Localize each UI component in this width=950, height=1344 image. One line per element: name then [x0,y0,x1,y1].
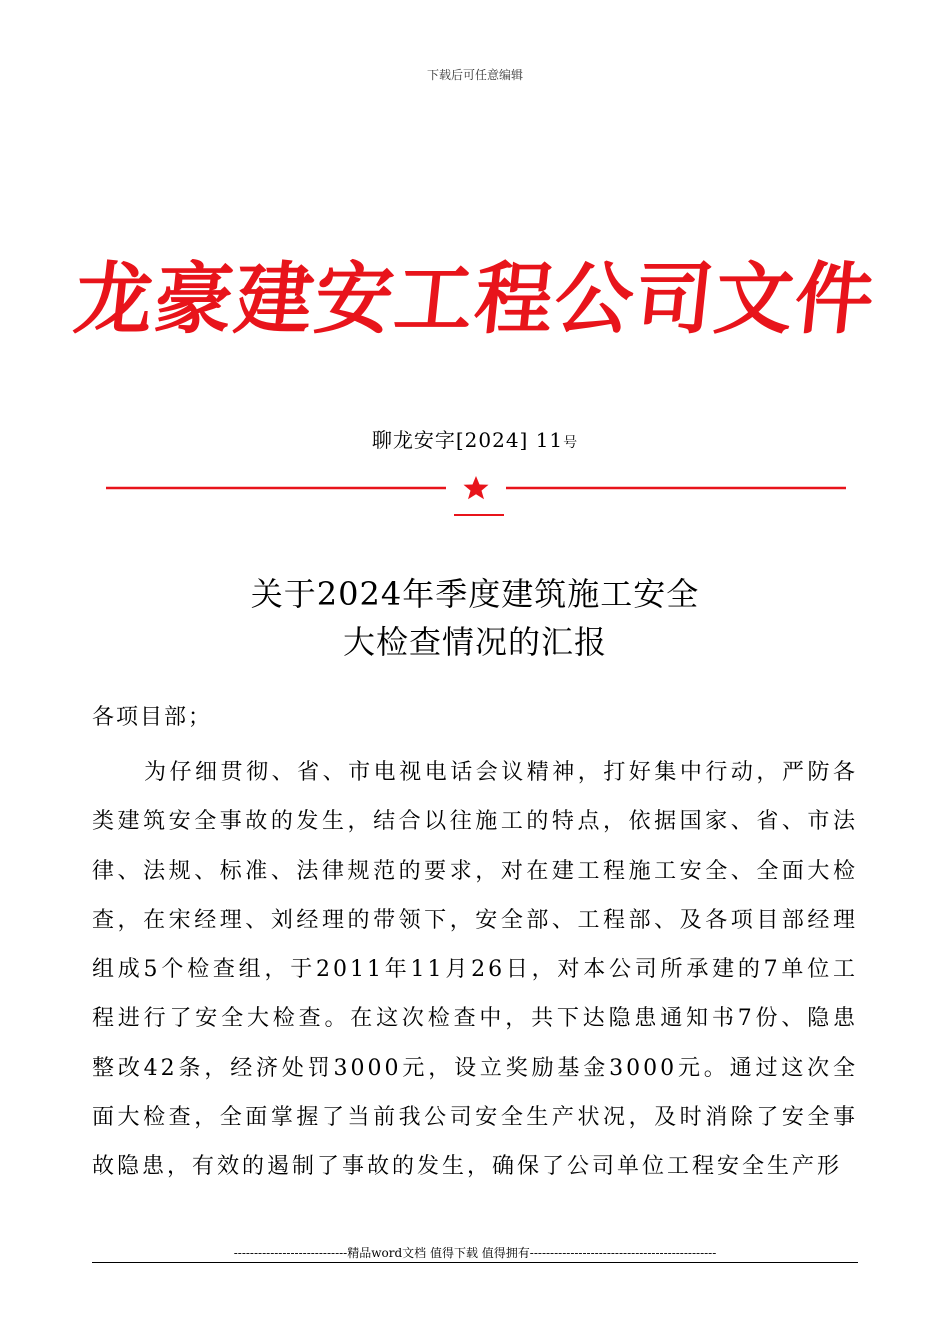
red-divider [106,476,846,520]
document-title [0,570,950,666]
divider-graphic [106,476,846,520]
document-number [0,424,950,453]
masthead-title: 龙豪建安工程公司文件 [70,255,880,345]
document-number-main: 聊龙安字[2024] 11 [371,428,564,452]
document-title-line-1: 关于2024年季度建筑施工安全 [250,575,700,613]
star-icon [464,476,489,499]
salutation: 各项目部； [92,705,213,730]
footer-rule [92,1262,858,1263]
document-title-line-2: 大检查情况的汇报 [342,623,607,661]
document-number-suffix: 号 [563,435,579,451]
body-paragraph: 为仔细贯彻、省、市电视电话会议精神，打好集中行动，严防各类建筑安全事故的发生，结合以往施工的特点，依据国家、省、市法律、法规、标准、法律规范的要求，对在建工程施工安全、全面大检查，在宋经理、刘经理的带领下，安全部、工程部、及各项目部经理组成5个检查组，于2011年11月26日，对本公司所承建的7单位工程进行了安全大检查。在这次检查中，共下达隐患通知书7份、隐患整改42条，经济处罚3000元，设立奖励基金3000元。通过这次全面大检查，全面掌握了当前我公司安全生产状况，及时消除了安全事故隐患，有效的遏制了事故的发生，确保了公司单位工程安全生产形 [92,760,858,1180]
footer-text: ----------------------------精品word文档 值得下载 值得拥有---------------------------------------------- [233,1246,717,1260]
header-note: 下载后可任意编辑 [426,68,523,82]
